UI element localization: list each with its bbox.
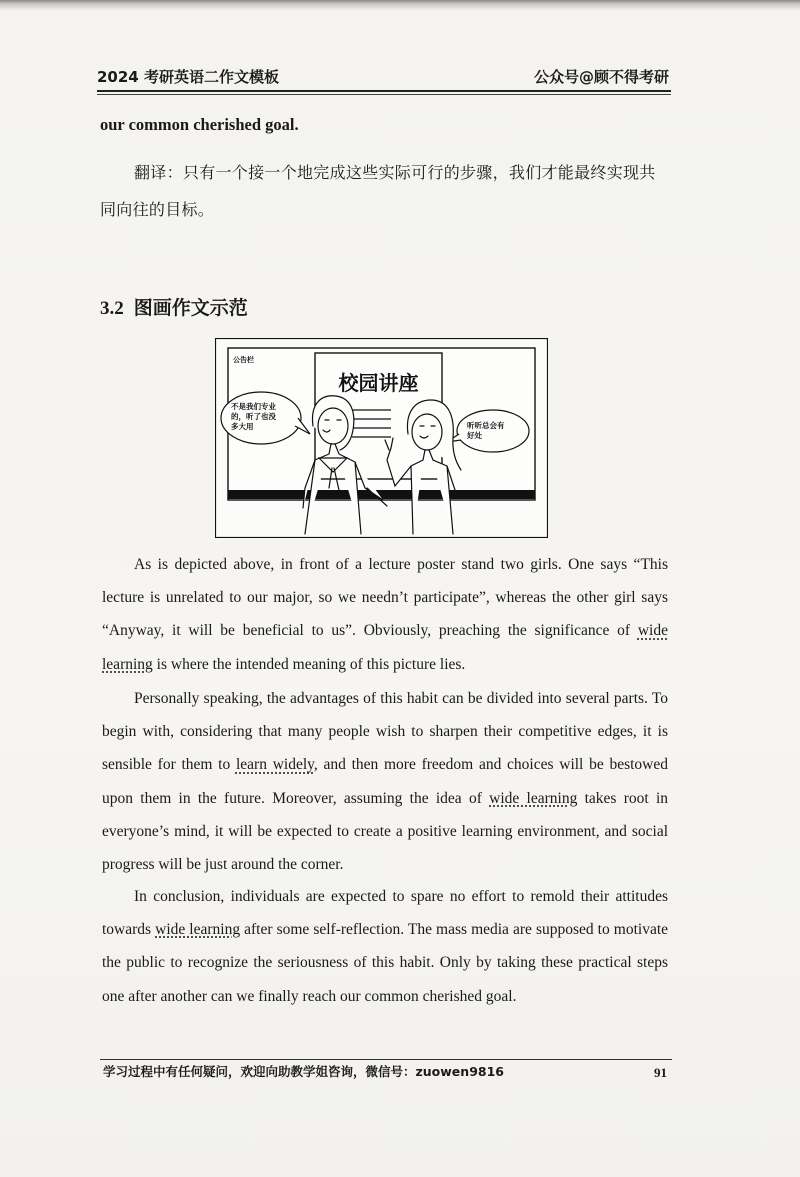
- essay-text: takes root in everyone’s mind, it will be expected to create a positive learning environment, and social progress will be just around the corner.: [102, 789, 669, 874]
- header-title: 2024 考研英语二作文模板: [97, 68, 279, 86]
- header-rule: [97, 90, 671, 92]
- left-bubble-line-2: 的，听了也没: [231, 412, 276, 421]
- essay-paragraph-1: [102, 548, 668, 681]
- essay-text: In conclusion, individuals are expected to spare no effort to remold their attitudes towards: [102, 888, 668, 939]
- key-phrase: learn widely: [235, 756, 314, 774]
- cartoon-figure: [215, 338, 548, 538]
- left-bubble-line-3: 多大用: [231, 422, 254, 431]
- board-bottom-bar: [228, 490, 535, 499]
- right-bubble-line-1: 听听总会有: [467, 421, 505, 430]
- translation-paragraph: 翻译：只有一个接一个地完成这些实际可行的步骤，我们才能最终实现共同向往的目标。: [100, 163, 656, 219]
- page-number: 91: [654, 1065, 667, 1080]
- section-title: 图画作文示范: [133, 297, 248, 319]
- page-header: [97, 66, 669, 88]
- section-heading: [100, 293, 248, 320]
- scan-edge-shadow: [0, 0, 800, 10]
- board-label: 公告栏: [233, 356, 254, 364]
- poster-title: 校园讲座: [338, 371, 419, 395]
- key-phrase: wide learning: [102, 622, 668, 673]
- essay-text: Personally speaking, the advantages of this habit can be divided into several parts. To begin with, considering that many people wish to sharpen their competitive edges, it is sensible for them to: [102, 690, 668, 774]
- footer-rule: [100, 1059, 672, 1060]
- essay-text: , and then more freedom and choices will be bestowed upon them in the future. Moreover, assuming the idea of: [102, 756, 668, 807]
- header-rule-thin: [97, 94, 671, 95]
- right-bubble-line-2: 好处: [467, 431, 482, 440]
- essay-paragraph-3: [102, 880, 668, 1013]
- key-phrase: wide learning: [489, 789, 578, 807]
- key-phrase: wide learning: [155, 921, 241, 939]
- essay-text: is where the intended meaning of this picture lies.: [152, 655, 466, 673]
- essay-text: after some self-reflection. The mass media are supposed to motivate the public to recognize the seriousness of this habit. Only by taking these practical steps one after another can we finally reach our common cherished goal.: [102, 921, 669, 1005]
- footer-note: 学习过程中有任何疑问，欢迎向助教学姐咨询，微信号：zuowen9816: [103, 1064, 504, 1079]
- header-account: 公众号@顾不得考研: [533, 68, 669, 86]
- left-bubble-line-1: 不是我们专业: [231, 402, 276, 411]
- essay-text: As is depicted above, in front of a lecture poster stand two girls. One says “This lecture is unrelated to our major, so we needn’t participate”, whereas the other girl says “Anyway, it will be beneficial to us”. Obviously, preaching the significance of: [102, 556, 668, 640]
- essay-paragraph-2: [102, 682, 668, 881]
- section-number: 3.2: [100, 298, 124, 319]
- carryover-sentence: our common cherished goal.: [100, 115, 299, 134]
